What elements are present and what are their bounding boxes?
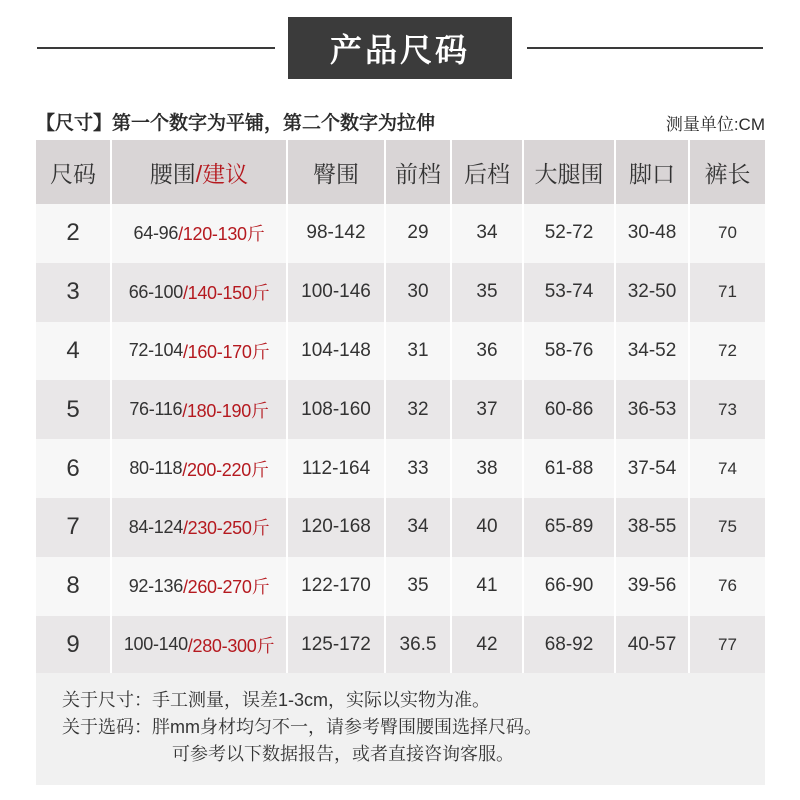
cell-hem: 39-56 (616, 557, 690, 616)
cell-back-rise: 40 (452, 498, 524, 557)
advice-weight: /160-170斤 (182, 341, 270, 362)
cell-hip: 125-172 (288, 616, 386, 675)
cell-thigh: 61-88 (524, 439, 616, 498)
cell-back-rise: 42 (452, 616, 524, 675)
cell-back-rise: 41 (452, 557, 524, 616)
waist-value: 72-104 (128, 340, 183, 361)
cell-waist (112, 263, 288, 322)
header-waist (112, 140, 288, 204)
cell-thigh: 52-72 (524, 204, 616, 263)
unit-note: 测量单位:CM (665, 115, 765, 134)
size-table (36, 140, 765, 674)
cell-length: 77 (718, 634, 737, 654)
cell-hip: 122-170 (288, 557, 386, 616)
page-title: 产品尺码 (288, 17, 512, 79)
cell-waist (112, 557, 288, 616)
cell-size: 9 (36, 616, 112, 675)
cell-front-rise: 36.5 (386, 616, 452, 675)
cell-size: 2 (36, 204, 112, 263)
table-row (36, 557, 765, 616)
cell-waist (112, 439, 288, 498)
table-row (36, 263, 765, 322)
cell-waist (112, 616, 288, 675)
cell-hem: 34-52 (616, 322, 690, 381)
cell-back-rise: 38 (452, 439, 524, 498)
waist-value: 66-100 (128, 281, 183, 302)
cell-front-rise: 35 (386, 557, 452, 616)
advice-weight: /200-220斤 (182, 459, 269, 480)
cell-hem: 36-53 (616, 380, 690, 439)
cell-front-rise: 33 (386, 439, 452, 498)
cell-length: 73 (718, 399, 737, 419)
table-row (36, 204, 765, 263)
cell-size: 8 (36, 557, 112, 616)
footer-line-consult: 可参考以下数据报告，或者直接咨询客服。 (172, 744, 514, 764)
advice-weight: /260-270斤 (182, 577, 270, 598)
page-header (0, 0, 800, 100)
header-front-rise: 前档 (386, 140, 452, 204)
cell-hip: 98-142 (288, 204, 386, 263)
cell-thigh: 60-86 (524, 380, 616, 439)
cell-length: 70 (718, 223, 737, 243)
table-header-row (36, 140, 765, 204)
cell-size: 5 (36, 380, 112, 439)
cell-back-rise: 35 (452, 263, 524, 322)
cell-size: 3 (36, 263, 112, 322)
cell-thigh: 68-92 (524, 616, 616, 675)
header-hip: 臀围 (288, 140, 386, 204)
header-waist-label: 腰围 (149, 160, 196, 187)
header-hem: 脚口 (616, 140, 690, 204)
cell-back-rise: 37 (452, 380, 524, 439)
cell-back-rise: 34 (452, 204, 524, 263)
cell-thigh: 65-89 (524, 498, 616, 557)
table-row (36, 439, 765, 498)
cell-length: 76 (718, 576, 737, 596)
header-length: 裤长 (704, 160, 751, 187)
header-thigh: 大腿围 (524, 140, 616, 204)
cell-waist (112, 498, 288, 557)
waist-value: 76-116 (129, 399, 183, 420)
cell-hem: 38-55 (616, 498, 690, 557)
advice-weight: /140-150斤 (182, 283, 270, 304)
cell-front-rise: 31 (386, 322, 452, 381)
cell-length: 72 (718, 340, 737, 360)
cell-hip: 120-168 (288, 498, 386, 557)
cell-hem: 32-50 (616, 263, 690, 322)
advice-weight: /230-250斤 (182, 518, 270, 539)
cell-length: 74 (718, 458, 737, 478)
cell-waist (112, 204, 288, 263)
advice-weight: /180-190斤 (182, 400, 269, 421)
cell-front-rise: 34 (386, 498, 452, 557)
cell-front-rise: 29 (386, 204, 452, 263)
cell-length: 71 (718, 282, 737, 302)
footer-line-choose: 关于选码：胖mm身材均匀不一，请参考臀围腰围选择尺码。 (62, 717, 542, 737)
header-size: 尺码 (36, 140, 112, 204)
header-advice-label: /建议 (195, 160, 249, 187)
cell-size: 7 (36, 498, 112, 557)
size-note-text: 【尺寸】第一个数字为平铺，第二个数字为拉伸 (36, 113, 436, 134)
footer-line-size: 关于尺寸：手工测量，误差1-3cm，实际以实物为准。 (62, 690, 491, 710)
cell-front-rise: 30 (386, 263, 452, 322)
cell-front-rise: 32 (386, 380, 452, 439)
cell-back-rise: 36 (452, 322, 524, 381)
waist-value: 64-96 (133, 222, 179, 243)
waist-value: 84-124 (128, 516, 183, 537)
cell-length: 75 (718, 517, 737, 537)
waist-value: 100-140 (123, 634, 188, 655)
cell-waist (112, 380, 288, 439)
cell-hip: 112-164 (288, 439, 386, 498)
cell-hem: 40-57 (616, 616, 690, 675)
waist-value: 80-118 (129, 458, 183, 479)
table-row (36, 380, 765, 439)
cell-thigh: 53-74 (524, 263, 616, 322)
cell-hip: 108-160 (288, 380, 386, 439)
cell-hem: 37-54 (616, 439, 690, 498)
table-row (36, 322, 765, 381)
advice-weight: /120-130斤 (178, 224, 265, 245)
table-row (36, 498, 765, 557)
cell-size: 4 (36, 322, 112, 381)
header-divider-right (527, 47, 763, 49)
header-back-rise: 后档 (452, 140, 524, 204)
cell-hem: 30-48 (616, 204, 690, 263)
header-divider-left (37, 47, 275, 49)
cell-waist (112, 322, 288, 381)
cell-hip: 104-148 (288, 322, 386, 381)
table-row (36, 616, 765, 675)
cell-thigh: 58-76 (524, 322, 616, 381)
advice-weight: /280-300斤 (187, 635, 275, 656)
cell-hip: 100-146 (288, 263, 386, 322)
size-note (36, 108, 765, 134)
cell-size: 6 (36, 439, 112, 498)
footer-notes (36, 673, 765, 785)
waist-value: 92-136 (128, 575, 183, 596)
cell-thigh: 66-90 (524, 557, 616, 616)
